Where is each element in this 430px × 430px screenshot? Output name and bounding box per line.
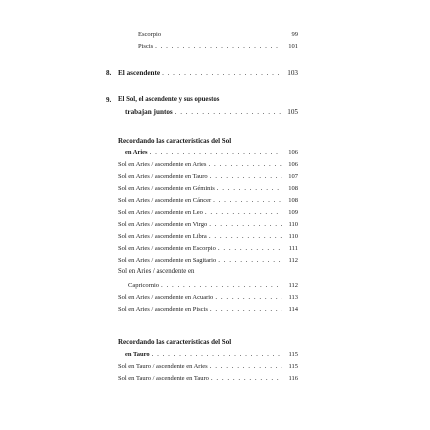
toc-entry-label: Sol en Aries / ascendente en Acuario	[118, 294, 214, 301]
toc-entry-label: Sol en Aries / ascendente en Sagitario	[118, 257, 217, 264]
toc-entry-page: 108	[288, 197, 298, 204]
toc-entry-page: 108	[288, 185, 298, 192]
toc-entry-label: Sol en Tauro / ascendente en Aries	[118, 363, 208, 370]
toc-entry-page: 109	[288, 209, 298, 216]
toc-entry-label: en Aries	[125, 149, 148, 156]
toc-entry-page: 103	[287, 69, 298, 77]
toc-entry-label: Sol en Aries / ascendente en Virgo	[118, 221, 208, 228]
toc-entry-label-line: Sol en Aries / ascendente en	[118, 268, 195, 275]
toc-entry	[118, 161, 298, 169]
toc-entry-label: Sol en Aries / ascendente en Cáncer	[118, 197, 212, 204]
toc-entry	[118, 173, 298, 181]
dot-leader	[210, 306, 282, 313]
toc-entry-page: 105	[287, 108, 298, 116]
toc-entry-label: Sol en Aries / ascendente en Libra	[118, 233, 207, 240]
toc-entry	[118, 197, 298, 205]
toc-entry-piscis	[138, 43, 298, 51]
chapter-title-line: El Sol, el ascendente y sus opuestos	[118, 96, 220, 103]
toc-entry	[118, 375, 298, 383]
toc-entry	[118, 185, 298, 193]
toc-entry-page: 110	[288, 221, 298, 228]
toc-entry-escorpio	[138, 31, 298, 39]
toc-entry	[118, 363, 298, 371]
toc-entry	[118, 306, 298, 314]
dot-leader	[150, 149, 282, 156]
dot-leader	[218, 257, 282, 264]
dot-leader	[215, 294, 282, 301]
toc-entry	[118, 233, 298, 241]
dot-leader	[175, 109, 282, 116]
chapter-number: 9.	[106, 96, 112, 104]
dot-leader	[217, 185, 282, 192]
dot-leader	[211, 375, 282, 382]
dot-leader	[208, 161, 282, 168]
dot-leader	[155, 43, 282, 50]
dot-leader	[218, 245, 282, 252]
dot-leader	[210, 363, 282, 370]
toc-entry-page: 106	[288, 161, 298, 168]
toc-entry-chapter-9	[125, 109, 298, 116]
toc-entry	[118, 245, 298, 253]
toc-entry-label: Sol en Aries / ascendente en Géminis	[118, 185, 215, 192]
toc-entry-page: 99	[291, 31, 298, 38]
toc-entry-label: Escorpio	[138, 31, 162, 38]
dot-leader	[161, 282, 282, 289]
toc-entry-page: 112	[288, 282, 298, 289]
dot-leader	[152, 351, 282, 358]
section-heading: Recordando las características del Sol	[118, 137, 232, 145]
dot-leader	[162, 70, 282, 77]
toc-entry-label: El ascendente	[118, 69, 161, 77]
toc-entry	[128, 282, 298, 290]
toc-entry-page: 116	[288, 375, 298, 382]
section-heading: Recordando las características del Sol	[118, 338, 232, 346]
dot-leader	[209, 233, 282, 240]
toc-entry-page: 115	[288, 363, 298, 370]
toc-entry-page: 113	[288, 294, 298, 301]
toc-entry-label: Sol en Aries / ascendente en Escorpio	[118, 245, 216, 252]
toc-entry-label: Sol en Aries / ascendente en Tauro	[118, 173, 208, 180]
toc-entry-label: Sol en Aries / ascendente en Leo	[118, 209, 203, 216]
toc-entry	[125, 149, 298, 157]
toc-entry-label: Piscis	[138, 43, 154, 50]
toc-entry-label: Capricornio	[128, 282, 160, 289]
toc-entry	[118, 221, 298, 229]
dot-leader	[210, 173, 282, 180]
dot-leader	[205, 209, 282, 216]
toc-entry	[118, 294, 298, 302]
toc-entry-label: en Tauro	[125, 351, 150, 358]
toc-entry-page: 111	[288, 245, 298, 252]
toc-entry-page: 107	[288, 173, 298, 180]
toc-entry-chapter-8	[118, 70, 298, 77]
toc-entry-label: Sol en Aries / ascendente en Piscis	[118, 306, 208, 313]
toc-entry	[118, 209, 298, 217]
toc-entry-label: trabajan juntos	[125, 108, 173, 116]
toc-entry-label: Sol en Aries / ascendente en Aries	[118, 161, 207, 168]
dot-leader	[209, 221, 282, 228]
toc-entry-page: 112	[288, 257, 298, 264]
toc-entry-page: 106	[288, 149, 298, 156]
toc-entry	[118, 257, 298, 265]
toc-entry-page: 101	[288, 43, 298, 50]
toc-entry-label: Sol en Tauro / ascendente en Tauro	[118, 375, 209, 382]
dot-leader	[213, 197, 282, 204]
toc-entry-page: 110	[288, 233, 298, 240]
toc-entry-page: 114	[288, 306, 298, 313]
toc-entry	[125, 351, 298, 359]
toc-entry-page: 115	[288, 351, 298, 358]
chapter-number: 8.	[106, 69, 112, 77]
